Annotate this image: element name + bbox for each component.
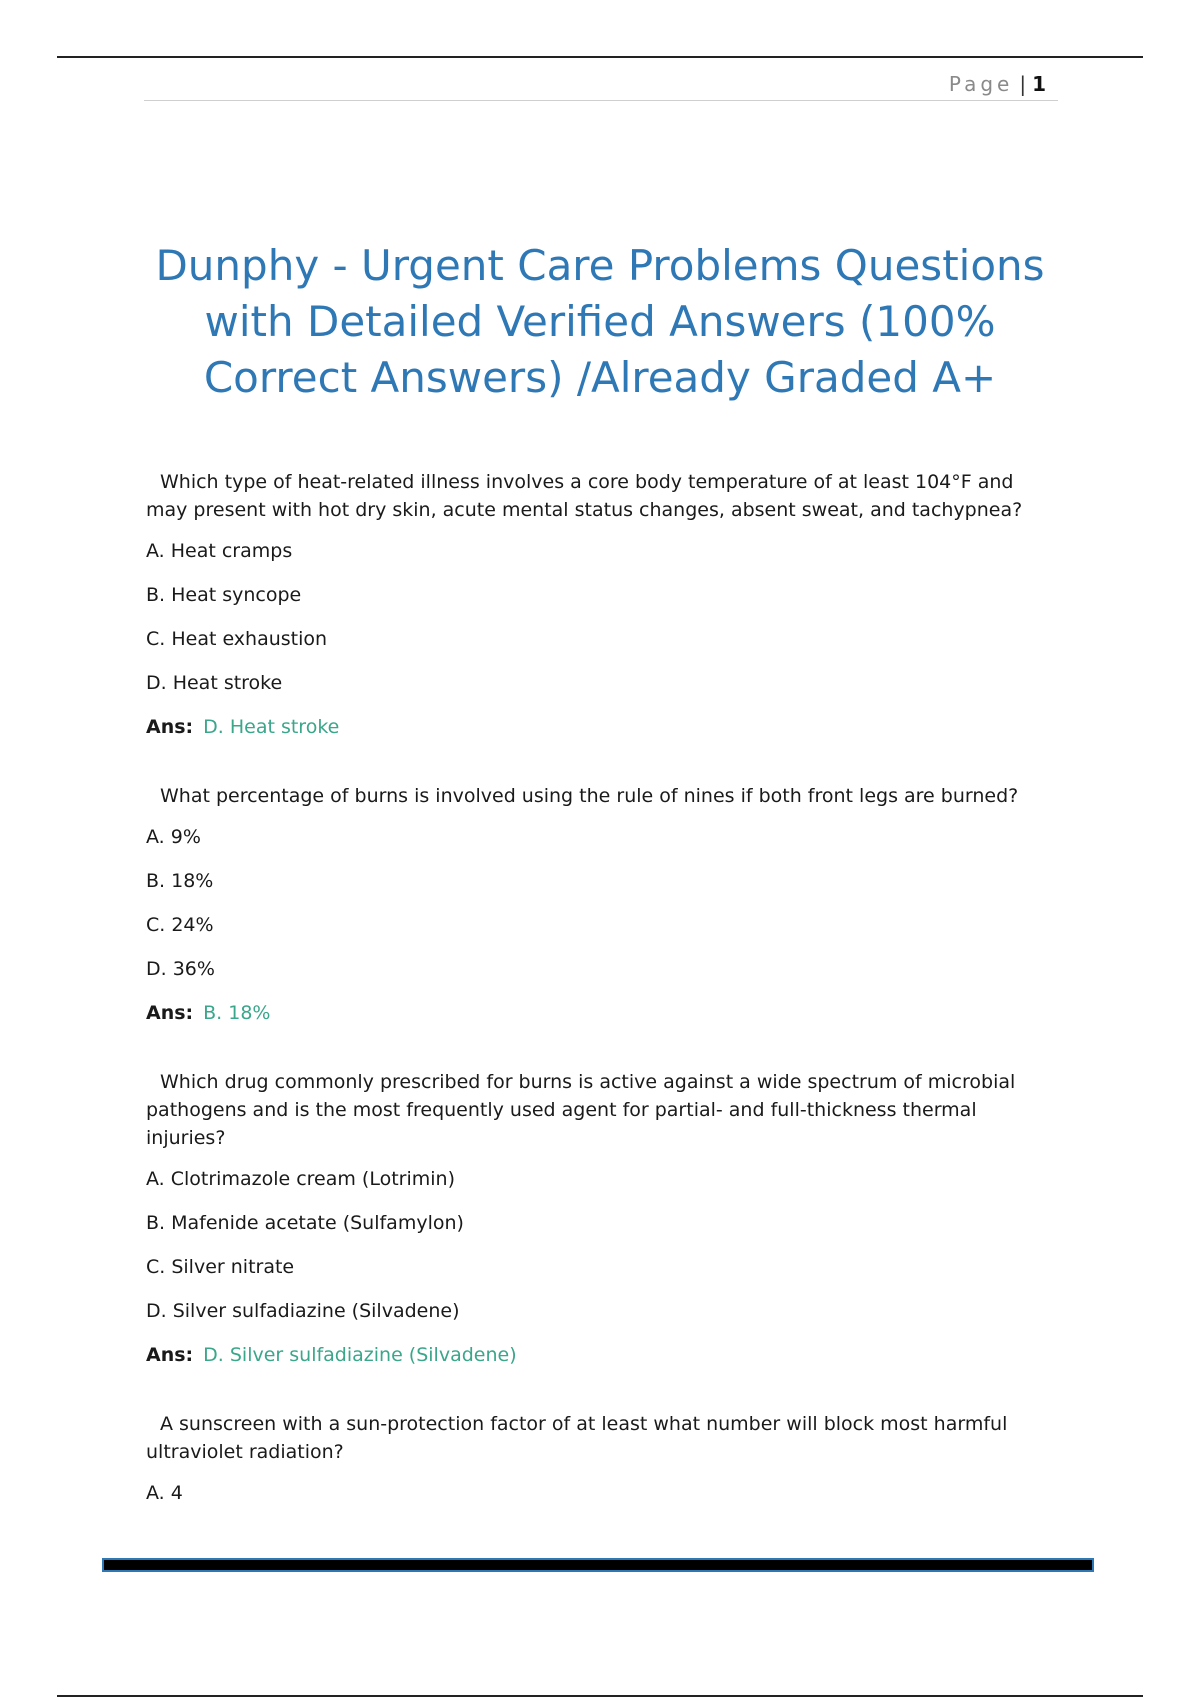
answer-option: D. 36%: [146, 958, 215, 980]
answer-option: D. Silver sulfadiazine (Silvadene): [146, 1300, 460, 1322]
answer-line: [146, 1342, 1046, 1372]
bottom-rule: [57, 1695, 1143, 1697]
title-line-1: Dunphy - Urgent Care Problems Questions: [155, 241, 1045, 290]
answer-line: [146, 714, 1046, 744]
answer-text: B. 18%: [203, 1002, 271, 1024]
answer-option: C. 24%: [146, 914, 214, 936]
page-number: 1: [1032, 72, 1046, 96]
title-line-3: Correct Answers) /Already Graded A+: [203, 353, 997, 402]
answer-option: B. Heat syncope: [146, 584, 302, 606]
question-block: [146, 468, 1046, 744]
question-text: Which drug commonly prescribed for burns is active against a wide spectrum of microbial pathogens and is the most frequently used agent for partial- and full-thickness thermal injuries?: [146, 1071, 1016, 1149]
answer-label: Ans:: [146, 1002, 194, 1024]
page-header: [144, 70, 1058, 101]
answer-line: [146, 1000, 1046, 1030]
page-label: Page: [948, 72, 1014, 96]
document-title: [140, 238, 1060, 406]
answer-text: D. Silver sulfadiazine (Silvadene): [203, 1344, 517, 1366]
question-text: What percentage of burns is involved using the rule of nines if both front legs are burned?: [160, 785, 1019, 807]
answer-label: Ans:: [146, 1344, 194, 1366]
question-block: [146, 782, 1046, 1030]
answer-option: B. 18%: [146, 870, 214, 892]
answer-option: A. Heat cramps: [146, 540, 293, 562]
answer-text: D. Heat stroke: [203, 716, 340, 738]
title-line-2: with Detailed Verified Answers (100%: [204, 297, 996, 346]
answer-option: B. Mafenide acetate (Sulfamylon): [146, 1212, 464, 1234]
question-block: [146, 1068, 1046, 1372]
question-text: Which type of heat-related illness involves a core body temperature of at least 104°F and may present with hot dry skin, acute mental status changes, absent sweat, and tachypnea?: [146, 471, 1023, 521]
page-separator: |: [1019, 72, 1027, 96]
question-list: [146, 468, 1046, 1562]
answer-option: D. Heat stroke: [146, 672, 283, 694]
answer-option: C. Heat exhaustion: [146, 628, 328, 650]
answer-option: C. Silver nitrate: [146, 1256, 295, 1278]
answer-label: Ans:: [146, 716, 194, 738]
answer-option: A. 9%: [146, 826, 201, 848]
answer-option: A. Clotrimazole cream (Lotrimin): [146, 1168, 456, 1190]
top-rule: [57, 56, 1143, 58]
footer-bar: [102, 1558, 1094, 1572]
question-block: [146, 1410, 1046, 1524]
question-text: A sunscreen with a sun-protection factor of at least what number will block most harmful ultraviolet radiation?: [146, 1413, 1008, 1463]
answer-option: A. 4: [146, 1482, 183, 1504]
